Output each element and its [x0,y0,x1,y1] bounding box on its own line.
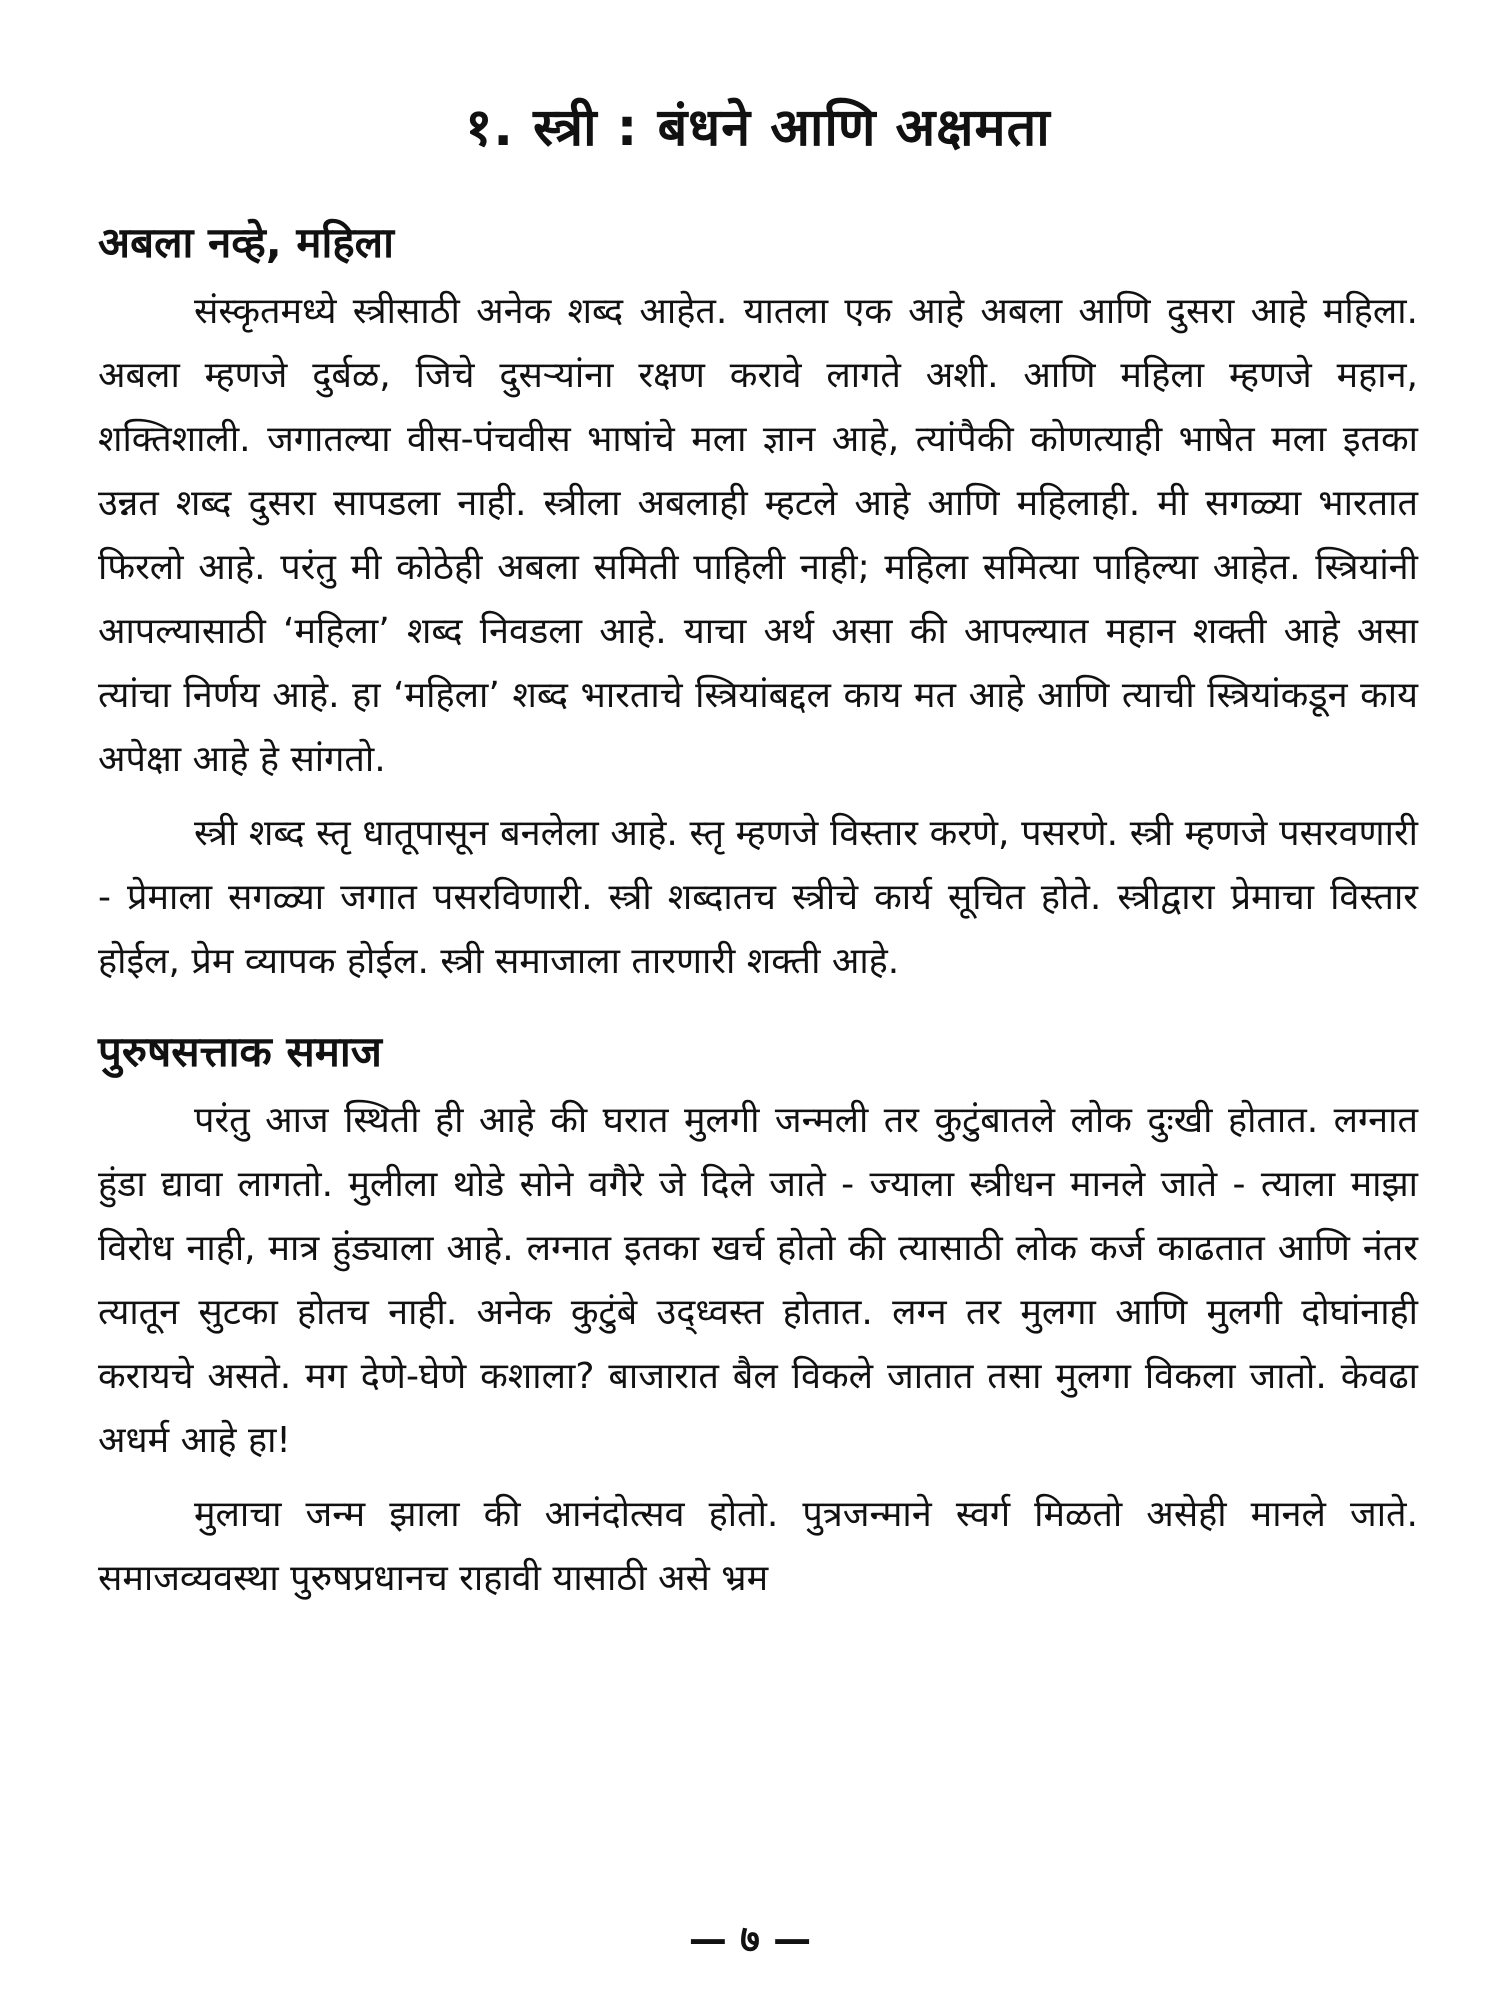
page-number: — ७ — [688,1917,812,1961]
paragraph: परंतु आज स्थिती ही आहे की घरात मुलगी जन्मली तर कुटुंबातले लोक दुःखी होतात. लग्नात हुंडा द्यावा लागतो. मुलीला थोडे सोने वगैरे जे दिले जाते - ज्याला स्त्रीधन मानले जाते - त्याला माझा विरोध नाही, मात्र हुंड्याला आहे. लग्नात इतका खर्च होतो की त्यासाठी लोक कर्ज काढतात आणि नंतर त्यातून सुटका होतच नाही. अनेक कुटुंबे उद्ध्वस्त होतात. लग्न तर मुलगा आणि मुलगी दोघांनाही करायचे असते. मग देणे-घेणे कशाला? बाजारात बैल विकले जातात तसा मुलगा विकला जातो. केवढा अधर्म आहे हा! [98,1100,1418,1461]
paragraph: मुलाचा जन्म झाला की आनंदोत्सव होतो. पुत्रजन्माने स्वर्ग मिळतो असेही मानले जाते. समाजव्यवस्था पुरुषप्रधानच राहावी यासाठी असे भ्रम [98,1494,1418,1599]
section-heading: अबला नव्हे, महिला [98,218,395,267]
page-content [98,90,1418,1639]
paragraph: संस्कृतमध्ये स्त्रीसाठी अनेक शब्द आहेत. यातला एक आहे अबला आणि दुसरा आहे महिला. अबला म्हणजे दुर्बळ, जिचे दुसऱ्यांना रक्षण करावे लागते अशी. आणि महिला म्हणजे महान, शक्तिशाली. जगातल्या वीस-पंचवीस भाषांचे मला ज्ञान आहे, त्यांपैकी कोणत्याही भाषेत मला इतका उन्नत शब्द दुसरा सापडला नाही. स्त्रीला अबलाही म्हटले आहे आणि महिलाही. मी सगळ्या भारतात फिरलो आहे. परंतु मी कोठेही अबला समिती पाहिली नाही; महिला समित्या पाहिल्या आहेत. स्त्रियांनी आपल्यासाठी ‘महिला’ शब्द निवडला आहे. याचा अर्थ असा की आपल्यात महान शक्ती आहे असा त्यांचा निर्णय आहे. हा ‘महिला’ शब्द भारताचे स्त्रियांबद्दल काय मत आहे आणि त्याची स्त्रियांकडून काय अपेक्षा आहे हे सांगतो. [98,291,1418,780]
paragraph: स्त्री शब्द स्तृ धातूपासून बनलेला आहे. स्तृ म्हणजे विस्तार करणे, पसरणे. स्त्री म्हणजे पसरवणारी - प्रेमाला सगळ्या जगात पसरविणारी. स्त्री शब्दातच स्त्रीचे कार्य सूचित होते. स्त्रीद्वारा प्रेमाचा विस्तार होईल, प्रेम व्यापक होईल. स्त्री समाजाला तारणारी शक्ती आहे. [98,813,1418,982]
section-heading: पुरुषसत्ताक समाज [98,1027,382,1076]
section-purushsattak-samaj [98,1022,1418,1611]
section-abala-nahe-mahila [98,213,1418,994]
chapter-title: १. स्त्री : बंधने आणि अक्षमता [465,98,1051,158]
